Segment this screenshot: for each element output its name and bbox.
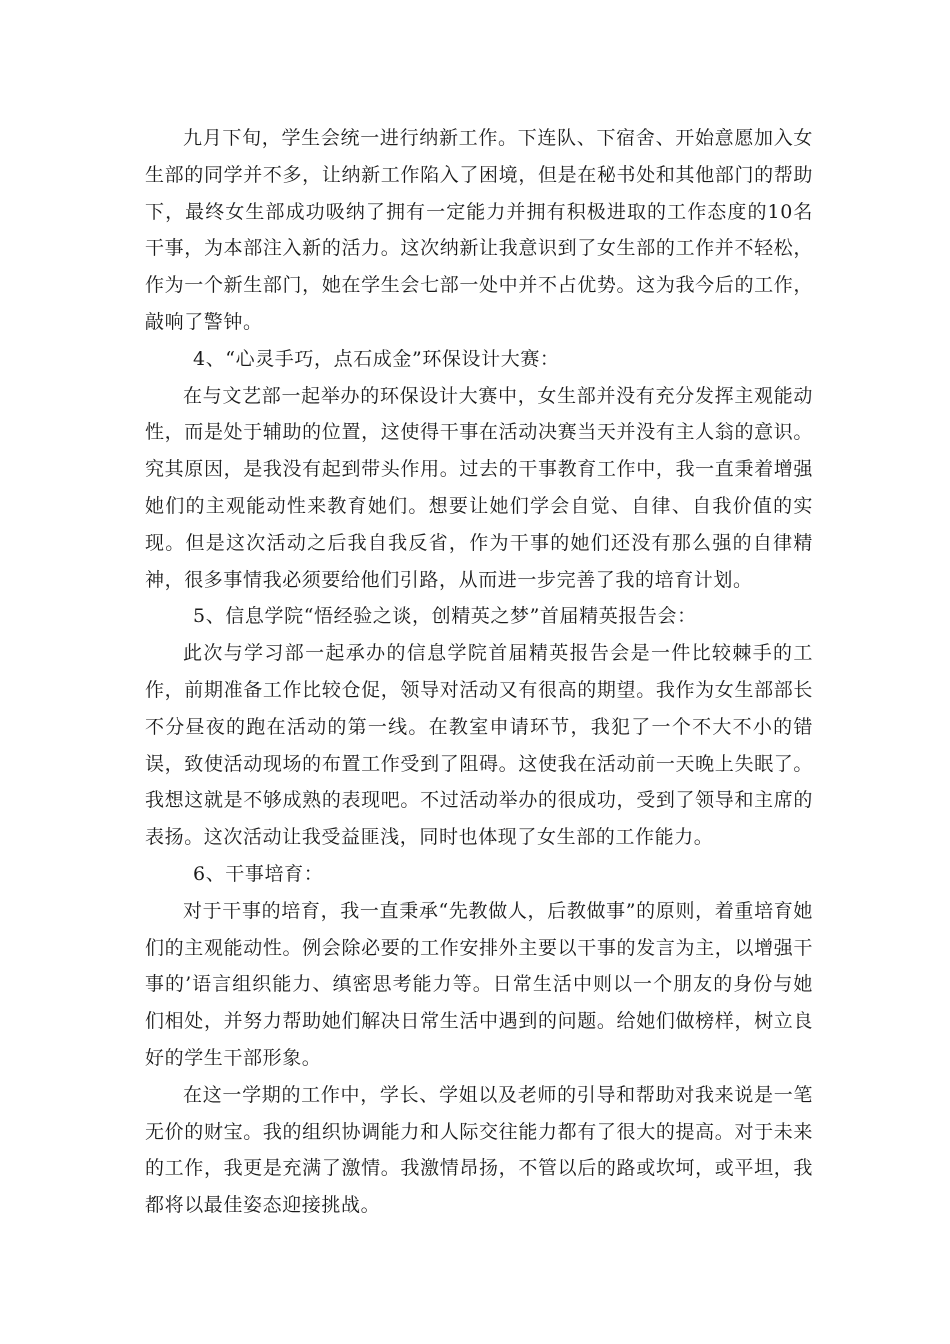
paragraph-elite-report: 此次与学习部一起承办的信息学院首届精英报告会是一件比较棘手的工作，前期准备工作比较仓促，领导对活动又有很高的期望。我作为女生部部长不分昼夜的跑在活动的第一线。在教室申请环节，我犯了一个不大不小的错误，致使活动现场的布置工作受到了阻碍。这使我在活动前一天晚上失眠了。我想这就是不够成熟的表现吧。不过活动举办的很成功，受到了领导和主席的表扬。这次活动让我受益匪浅，同时也体现了女生部的工作能力。 [145, 642, 813, 849]
section-heading-5: 5、信息学院“悟经验之谈，创精英之梦”首届精英报告会： [193, 605, 697, 628]
section-heading-4: 4、“心灵手巧，点石成金”环保设计大赛： [193, 347, 560, 370]
paragraph-staff-training: 对于干事的培育，我一直秉承“先教做人，后教做事”的原则，着重培育她们的主观能动性。例会除必要的工作安排外主要以干事的发言为主，以增强干事的’语言组织能力、缜密思考能力等。日常生活中则以一个朋友的身份与她们相处，并努力帮助她们解决日常生活中遇到的问题。给她们做榜样，树立良好的学生干部形象。 [145, 899, 813, 1069]
paragraph-design-contest: 在与文艺部一起举办的环保设计大赛中，女生部并没有充分发挥主观能动性，而是处于辅助的位置，这使得干事在活动决赛当天并没有主人翁的意识。究其原因，是我没有起到带头作用。过去的干事教育工作中，我一直秉着增强她们的主观能动性来教育她们。想要让她们学会自觉、自律、自我价值的实现。但是这次活动之后我自我反省，作为干事的她们还没有那么强的自律精神，很多事情我必须要给他们引路，从而进一步完善了我的培育计划。 [145, 384, 813, 591]
paragraph-recruitment: 九月下旬，学生会统一进行纳新工作。下连队、下宿舍、开始意愿加入女生部的同学并不多，让纳新工作陷入了困境，但是在秘书处和其他部门的帮助下，最终女生部成功吸纳了拥有一定能力并拥有积极进取的工作态度的10名干事，为本部注入新的活力。这次纳新让我意识到了女生部的工作并不轻松，作为一个新生部门，她在学生会七部一处中并不占优势。这为我今后的工作，敲响了警钟。 [145, 127, 813, 333]
paragraph-conclusion: 在这一学期的工作中，学长、学姐以及老师的引导和帮助对我来说是一笔无价的财宝。我的组织协调能力和人际交往能力都有了很大的提高。对于未来的工作，我更是充满了激情。我激情昂扬，不管以后的路或坎坷，或平坦，我都将以最佳姿态迎接挑战。 [145, 1083, 813, 1217]
document-body [145, 120, 813, 1224]
section-heading-6: 6、干事培育： [193, 862, 324, 885]
